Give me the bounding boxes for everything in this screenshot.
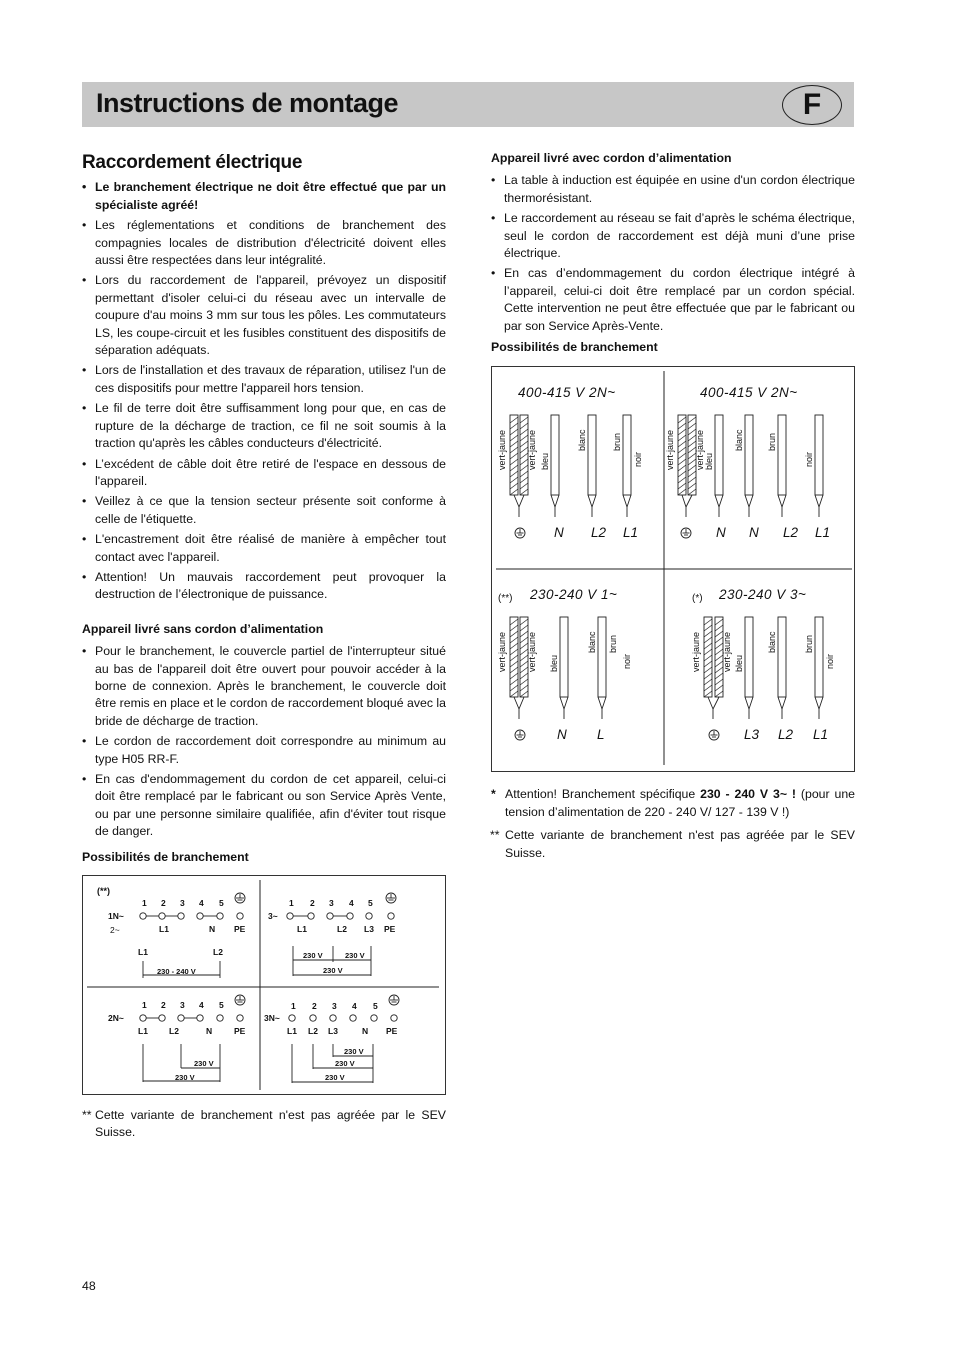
page-title: Instructions de montage — [96, 88, 399, 118]
terminal-num: 3 — [329, 898, 334, 909]
phase-label: 3~ — [268, 911, 278, 922]
footnote-double-star — [491, 827, 855, 862]
voltage-label: 230 - 240 V — [157, 967, 196, 977]
list-item: • Le branchement électrique ne doit être effectué que par un spécialiste agréé! — [82, 179, 446, 214]
wire-colour-label: bleu — [734, 655, 744, 673]
conductor-label: PE — [234, 1026, 246, 1037]
voltage-title: 400-415 V 2N~ — [518, 385, 616, 401]
list-item: • Lors du raccordement de l'appareil, prévoyez un dispositif permettant d'isoler celui-ci du réseau avec un intervalle de coupure d'au moins 3 mm sur tous les pôles. Les commutateurs LS, les coupe-circuit et les fusibles constituent des dispositifs de séparation adéquats. — [82, 272, 446, 359]
conductor-label: L1 — [297, 924, 307, 935]
voltage-label: 230 V — [344, 1047, 364, 1057]
conductor-label: L1 — [138, 947, 148, 958]
conductor-label: L2 — [169, 1026, 179, 1037]
footnote-text-c: (pour une tension d’alimentation de 220 - 240 V/ 127 - 139 V !) — [505, 787, 855, 819]
wire-colour-label: blanc — [734, 429, 744, 452]
wire — [815, 415, 823, 495]
wire-lead — [588, 495, 596, 517]
wire-lead — [778, 697, 786, 719]
conductor-label: L1 — [138, 1026, 148, 1037]
page-number: 48 — [82, 1279, 96, 1293]
voltage-title: 230-240 V 1~ — [530, 587, 618, 603]
conductor-label: N — [554, 525, 564, 541]
wire — [598, 617, 606, 697]
stars-label: (**) — [498, 593, 513, 605]
conductor-label: L2 — [591, 525, 607, 541]
conductor-label: L1 — [815, 525, 831, 541]
terminal-num: 3 — [180, 1000, 185, 1011]
wire — [815, 617, 823, 697]
wire-lead — [514, 495, 524, 517]
list-item: • Le raccordement au réseau se fait d’après le schéma électrique, seul le cordon de raccordement est déjà muni d’une prise électrique. — [491, 210, 855, 262]
wire — [778, 415, 786, 495]
terminal-num: 1 — [291, 1001, 296, 1012]
conductor-label: L2 — [308, 1026, 318, 1037]
wire — [715, 415, 723, 495]
wire-colour-label: vert-jaune — [722, 632, 732, 673]
terminal-num: 2 — [161, 1000, 166, 1011]
footnote-text-a: Attention! Branchement spécifique — [505, 787, 701, 802]
wire-colour-label: vert-jaune — [691, 632, 701, 673]
wire-colour-label: vert-jaune — [497, 430, 507, 471]
wire-lead — [514, 697, 524, 719]
conductor-label: N — [206, 1026, 213, 1037]
footnote-mark: ** — [490, 828, 500, 843]
conductor-label: L — [597, 727, 605, 743]
conductor-label: N — [557, 727, 567, 743]
wire-colour-label: vert-jaune — [695, 430, 705, 471]
list-item: • Lors de l'installation et des travaux de réparation, utilisez l'un de ces dispositifs pour mettre l'appareil hors tension. — [82, 362, 446, 397]
conductor-label: L1 — [813, 727, 829, 743]
wire-lead — [623, 495, 631, 517]
list-item: • Attention! Un mauvais raccordement peut provoquer la destruction de l’électronique de puissance. — [82, 569, 446, 604]
terminal-diagram-svg — [83, 876, 445, 1094]
wire-colour-label: noir — [804, 452, 814, 468]
terminal-num: 2 — [312, 1001, 317, 1012]
wire — [778, 617, 786, 697]
conductor-label: L2 — [337, 924, 347, 935]
voltage-label: 230 V — [325, 1073, 345, 1083]
terminal-num: 5 — [219, 1000, 224, 1011]
subheading-no-cord: Appareil livré sans cordon d’alimentation — [82, 621, 324, 636]
wire-lead — [815, 495, 823, 517]
terminal-num: 1 — [142, 1000, 147, 1011]
voltage-label: 230 V — [194, 1059, 214, 1069]
phase-label: 2N~ — [108, 1013, 124, 1024]
terminal-num: 3 — [332, 1001, 337, 1012]
wire-lead — [715, 495, 723, 517]
list-item: • En cas d'endommagement du cordon de cet appareil, celui-ci doit être remplacé par le fabricant ou son Service Après Vente, ou par une personne similaire qualifiée, afin d'éviter tout risque de danger. — [82, 771, 446, 841]
list-item: • Pour le branchement, le couvercle partiel de l'interrupteur situé au bas de l'appareil doit être ouvert pour pouvoir accéder à la borne de connexion. Après le branchement, le couvercle doit être remis en place et le cordon de raccordement bloqué avec la bride de décharge de traction. — [82, 643, 446, 730]
wire-diagram-svg — [492, 367, 854, 771]
terminal-diagram — [82, 875, 446, 1095]
wire — [560, 617, 568, 697]
voltage-title: 400-415 V 2N~ — [700, 385, 798, 401]
terminal-num: 5 — [373, 1001, 378, 1012]
wire-colour-label: noir — [622, 654, 632, 670]
conductor-label: L2 — [778, 727, 794, 743]
wire-yellow-green — [510, 617, 518, 697]
list-item: • Veillez à ce que la tension secteur présente soit conforme à celle de l'étiquette. — [82, 493, 446, 528]
conductor-label: L2 — [213, 947, 223, 958]
wire-lead — [708, 697, 719, 719]
wire-lead — [815, 697, 823, 719]
terminal-num: 4 — [349, 898, 354, 909]
conductor-label: N — [209, 924, 216, 935]
with-cord-list — [491, 172, 855, 335]
wire-colour-label: brun — [804, 635, 814, 654]
conductor-label: L3 — [364, 924, 374, 935]
list-item: • La table à induction est équipée en usine d'un cordon électrique thermorésistant. — [491, 172, 855, 207]
list-item: • Les réglementations et conditions de branchement des compagnies locales de distribution d'électricité doivent elles aussi être respectées dans leur intégralité. — [82, 217, 446, 269]
footnote-text-bold: 230 - 240 V 3~ ! — [700, 787, 796, 802]
left-column — [82, 150, 446, 1145]
terminal-num: 3 — [180, 898, 185, 909]
wire-colour-label: vert-jaune — [497, 632, 507, 673]
conductor-label: N — [362, 1026, 369, 1037]
wire-colour-label: vert-jaune — [527, 430, 537, 471]
voltage-title: 230-240 V 3~ — [719, 587, 807, 603]
section-heading: Raccordement électrique — [82, 152, 303, 173]
terminal-num: 4 — [352, 1001, 357, 1012]
conductor-label: L1 — [159, 924, 169, 935]
wire-yellow-green — [704, 617, 712, 697]
terminal-num: 1 — [289, 898, 294, 909]
wire-lead — [551, 495, 559, 517]
conductor-label: L3 — [744, 727, 760, 743]
wire — [588, 415, 596, 495]
wire-colour-label: bleu — [704, 453, 714, 471]
footnote-text: Cette variante de branchement n'est pas agréée par le SEV Suisse. — [95, 1108, 446, 1140]
conductor-label: PE — [234, 924, 246, 935]
wire-colour-label: vert-jaune — [665, 430, 675, 471]
list-item: • En cas d’endommagement du cordon électrique intégré à l’appareil, celui-ci doit être remplacé par un cordon spécial. Cette intervention ne peut être effectuée que par le fabricant ou par son Service Après-Vente. — [491, 265, 855, 335]
phase-label: 2~ — [110, 925, 120, 936]
terminal-num: 4 — [199, 1000, 204, 1011]
wire-colour-label: vert-jaune — [527, 632, 537, 673]
wire-colour-label: bleu — [549, 655, 559, 673]
terminal-num: 4 — [199, 898, 204, 909]
wire — [623, 415, 631, 495]
wire-diagram — [491, 366, 855, 772]
conductor-label: L1 — [623, 525, 639, 541]
wire-colour-label: blanc — [767, 631, 777, 654]
page-header — [82, 82, 854, 127]
stars-label: (*) — [692, 593, 703, 605]
wire-lead — [778, 495, 786, 517]
terminal-num: 2 — [161, 898, 166, 909]
conductor-label: N — [749, 525, 759, 541]
conductor-label: PE — [386, 1026, 398, 1037]
footnote — [82, 1107, 446, 1142]
wire-lead — [598, 697, 606, 719]
language-badge: F — [782, 85, 842, 125]
footnote-star — [491, 786, 855, 821]
wire-colour-label: brun — [767, 433, 777, 452]
wire — [745, 415, 753, 495]
voltage-label: 230 V — [345, 951, 365, 961]
wire-colour-label: blanc — [577, 429, 587, 452]
conductor-label: N — [716, 525, 726, 541]
footnote-text: Cette variante de branchement n'est pas agréée par le SEV Suisse. — [505, 828, 855, 860]
phase-label: 3N~ — [264, 1013, 280, 1024]
wire-lead — [745, 495, 753, 517]
voltage-label: 230 V — [323, 966, 343, 976]
wire — [745, 617, 753, 697]
wire-yellow-green — [510, 415, 518, 495]
conductor-label: L2 — [783, 525, 799, 541]
list-item: • Le cordon de raccordement doit correspondre au minimum au type H05 RR-F. — [82, 733, 446, 768]
wire-colour-label: noir — [633, 452, 643, 468]
stars-label: (**) — [97, 886, 110, 897]
voltage-label: 230 V — [335, 1059, 355, 1069]
wire-lead — [682, 495, 692, 517]
wire-colour-label: noir — [825, 654, 835, 670]
wire-colour-label: bleu — [540, 453, 550, 471]
subheading-with-cord: Appareil livré avec cordon d’alimentation — [491, 151, 732, 165]
voltage-label: 230 V — [175, 1073, 195, 1083]
list-item: • L'encastrement doit être réalisé de manière à empêcher tout contact avec l'appareil. — [82, 531, 446, 566]
safety-list — [82, 179, 446, 603]
phase-label: 1N~ — [108, 911, 124, 922]
footnote-mark: ** — [82, 1108, 92, 1123]
wire-lead — [745, 697, 753, 719]
right-column — [491, 150, 855, 865]
terminal-num: 5 — [219, 898, 224, 909]
voltage-label: 230 V — [303, 951, 323, 961]
terminal-num: 2 — [310, 898, 315, 909]
wire-colour-label: brun — [608, 635, 618, 654]
footnote-mark: * — [491, 787, 496, 802]
list-item: • Le fil de terre doit être suffisamment long pour que, en cas de rupture de la décharge de traction, ce fil ne soit soumis à la traction qu'après les câbles conducteurs d'électricité. — [82, 400, 446, 452]
no-cord-list — [82, 643, 446, 840]
wire-colour-label: blanc — [587, 631, 597, 654]
list-item: • L’excédent de câble doit être retiré de l'espace en dessous de l'appareil. — [82, 456, 446, 491]
conductor-label: L1 — [287, 1026, 297, 1037]
conductor-label: L3 — [328, 1026, 338, 1037]
wire-lead — [560, 697, 568, 719]
terminal-num: 5 — [368, 898, 373, 909]
terminal-num: 1 — [142, 898, 147, 909]
conductor-label: PE — [384, 924, 396, 935]
subheading-options: Possibilités de branchement — [491, 340, 658, 355]
wire-yellow-green — [678, 415, 686, 495]
wire — [551, 415, 559, 495]
subheading-options: Possibilités de branchement — [82, 849, 249, 864]
wire-colour-label: brun — [612, 433, 622, 452]
